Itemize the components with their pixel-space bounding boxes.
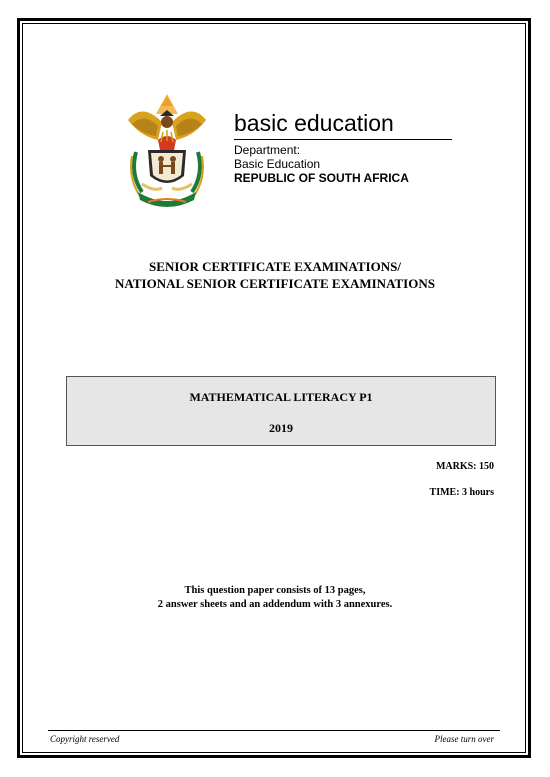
exam-title-line-1: SENIOR CERTIFICATE EXAMINATIONS/: [149, 259, 401, 274]
marks-label: MARKS: 150: [435, 461, 494, 472]
exam-title: [40, 258, 510, 292]
paper-info-line-2: 2 answer sheets and an addendum with 3 annexures.: [157, 599, 393, 610]
time-label: TIME: 3 hours: [429, 487, 494, 498]
subject-box: [66, 376, 496, 446]
logo-area: [118, 92, 458, 212]
exam-title-line-2: NATIONAL SENIOR CERTIFICATE EXAMINATIONS: [115, 276, 435, 291]
department-label: Department:: [234, 143, 301, 157]
footer-turn-over: Please turn over: [434, 734, 494, 744]
brand-block: [234, 110, 456, 185]
country-name: REPUBLIC OF SOUTH AFRICA: [234, 171, 409, 185]
paper-info-line-1: This question paper consists of 13 pages,: [184, 585, 366, 596]
footer-divider: [48, 730, 500, 731]
brand-name: basic education: [234, 110, 394, 136]
department-name: Basic Education: [234, 157, 321, 171]
brand-divider: [234, 139, 452, 140]
subject-name: MATHEMATICAL LITERACY P1: [189, 390, 373, 404]
paper-info: [40, 584, 510, 612]
subject-year: 2019: [269, 421, 293, 435]
coat-of-arms-icon: [118, 92, 216, 210]
footer-copyright: Copyright reserved: [50, 734, 120, 744]
